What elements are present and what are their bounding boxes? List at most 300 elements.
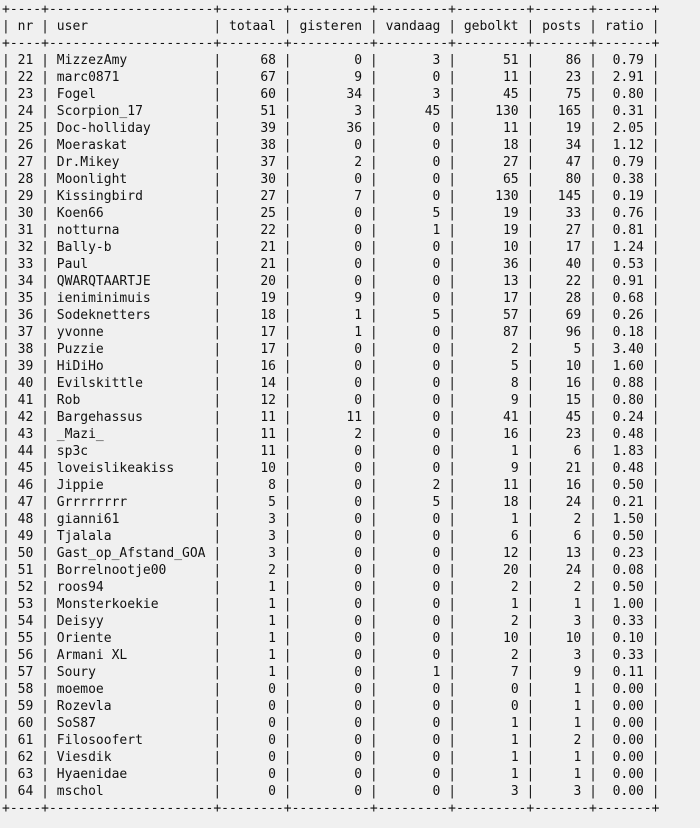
cell-gisteren: 2 (354, 155, 363, 170)
cell-totaal: 14 (260, 376, 276, 391)
cell-user: roos94 (56, 580, 104, 595)
cell-posts: 6 (573, 444, 582, 459)
cell-gisteren: 0 (354, 393, 363, 408)
cell-nr: 52 (17, 580, 34, 595)
cell-user: Bally-b (56, 240, 112, 255)
table-row: | 56 | Armani XL | 1 | 0 | 0 | 2 | 3 | 0.33 | (2, 648, 660, 663)
cell-posts: 86 (565, 53, 582, 68)
cell-posts: 27 (565, 223, 582, 238)
table-row: | 47 | Grrrrrrrr | 5 | 0 | 5 | 18 | 24 | 0.21 | (2, 495, 660, 510)
cell-totaal: 1 (268, 648, 276, 663)
cell-gisteren: 0 (354, 138, 363, 153)
cell-nr: 45 (17, 461, 34, 476)
cell-totaal: 16 (260, 359, 276, 374)
cell-nr: 43 (17, 427, 34, 442)
table-row: | 49 | Tjalala | 3 | 0 | 0 | 6 | 6 | 0.50 | (2, 529, 660, 544)
cell-vandaag: 0 (432, 529, 441, 544)
cell-nr: 30 (17, 206, 34, 221)
cell-vandaag: 0 (432, 597, 441, 612)
cell-user: Doc-holliday (56, 121, 151, 136)
cell-gebolkt: 11 (502, 478, 519, 493)
cell-totaal: 1 (268, 580, 276, 595)
cell-posts: 19 (565, 121, 582, 136)
cell-nr: 34 (17, 274, 34, 289)
cell-vandaag: 0 (432, 155, 441, 170)
cell-nr: 36 (17, 308, 34, 323)
cell-totaal: 5 (268, 495, 276, 510)
cell-user: Bargehassus (56, 410, 143, 425)
cell-user: Paul (56, 257, 89, 272)
cell-ratio: 0.50 (612, 478, 644, 493)
cell-nr: 31 (17, 223, 34, 238)
cell-gisteren: 0 (354, 699, 363, 714)
table-row: | 48 | gianni61 | 3 | 0 | 0 | 1 | 2 | 1.50 | (2, 512, 660, 527)
cell-totaal: 10 (260, 461, 276, 476)
cell-user: sp3c (56, 444, 89, 459)
cell-gebolkt: 51 (502, 53, 519, 68)
cell-nr: 21 (17, 53, 34, 68)
cell-vandaag: 0 (432, 682, 441, 697)
cell-user: Moonlight (56, 172, 128, 187)
column-header-ratio: ratio (604, 19, 644, 34)
cell-nr: 51 (17, 563, 34, 578)
cell-gebolkt: 1 (510, 750, 519, 765)
cell-user: Hyaenidae (56, 767, 128, 782)
cell-user: Rob (56, 393, 81, 408)
table-row: | 52 | roos94 | 1 | 0 | 0 | 2 | 2 | 0.50 | (2, 580, 660, 595)
cell-gisteren: 0 (354, 461, 363, 476)
cell-ratio: 0.80 (612, 87, 644, 102)
cell-user: Sodeknetters (56, 308, 151, 323)
table-row: | 26 | Moeraskat | 38 | 0 | 0 | 18 | 34 | 1.12 | (2, 138, 660, 153)
cell-posts: 1 (573, 682, 582, 697)
cell-totaal: 0 (268, 733, 276, 748)
cell-totaal: 12 (260, 393, 276, 408)
cell-totaal: 3 (268, 529, 276, 544)
cell-vandaag: 0 (432, 257, 441, 272)
cell-vandaag: 0 (432, 512, 441, 527)
cell-posts: 165 (557, 104, 582, 119)
column-header-vandaag: vandaag (385, 19, 441, 34)
cell-posts: 3 (573, 784, 582, 799)
cell-gebolkt: 1 (510, 444, 519, 459)
cell-totaal: 3 (268, 546, 276, 561)
cell-totaal: 0 (268, 716, 276, 731)
cell-totaal: 0 (268, 699, 276, 714)
cell-ratio: 0.33 (612, 648, 644, 663)
table-row: | 63 | Hyaenidae | 0 | 0 | 0 | 1 | 1 | 0.00 | (2, 767, 660, 782)
cell-ratio: 0.19 (612, 189, 644, 204)
cell-user: marc0871 (56, 70, 120, 85)
cell-user: Filosoofert (56, 733, 143, 748)
cell-ratio: 0.68 (612, 291, 644, 306)
cell-gisteren: 0 (354, 529, 363, 544)
table-border-top: +----+---------------------+--------+----------+---------+---------+-------+-------+ (2, 2, 660, 17)
table-row: | 35 | ieniminimuis | 19 | 9 | 0 | 17 | 28 | 0.68 | (2, 291, 660, 306)
cell-user: Soury (56, 665, 96, 680)
cell-user: ieniminimuis (56, 291, 151, 306)
cell-gebolkt: 8 (510, 376, 519, 391)
cell-user: Evilskittle (56, 376, 143, 391)
cell-posts: 1 (573, 750, 582, 765)
table-row: | 36 | Sodeknetters | 18 | 1 | 5 | 57 | 69 | 0.26 | (2, 308, 660, 323)
table-row: | 43 | _Mazi_ | 11 | 2 | 0 | 16 | 23 | 0.48 | (2, 427, 660, 442)
cell-gisteren: 0 (354, 512, 363, 527)
cell-gisteren: 1 (354, 325, 363, 340)
cell-totaal: 1 (268, 597, 276, 612)
cell-gisteren: 9 (354, 70, 363, 85)
cell-gisteren: 1 (354, 308, 363, 323)
cell-ratio: 0.53 (612, 257, 644, 272)
cell-vandaag: 0 (432, 274, 441, 289)
cell-user: Tjalala (56, 529, 112, 544)
cell-gebolkt: 11 (502, 70, 519, 85)
cell-ratio: 2.91 (612, 70, 644, 85)
cell-nr: 37 (17, 325, 34, 340)
cell-user: QWARQTAARTJE (56, 274, 151, 289)
cell-user: Dr.Mikey (56, 155, 120, 170)
cell-vandaag: 0 (432, 699, 441, 714)
cell-nr: 61 (17, 733, 34, 748)
cell-gisteren: 11 (346, 410, 363, 425)
cell-posts: 24 (565, 495, 582, 510)
cell-ratio: 0.80 (612, 393, 644, 408)
cell-user: HiDiHo (56, 359, 104, 374)
cell-gisteren: 0 (354, 563, 363, 578)
cell-gisteren: 0 (354, 444, 363, 459)
cell-gisteren: 0 (354, 631, 363, 646)
cell-user: Kissingbird (56, 189, 143, 204)
cell-user: SoS87 (56, 716, 96, 731)
cell-gebolkt: 41 (502, 410, 519, 425)
column-header-gisteren: gisteren (299, 19, 363, 34)
cell-gebolkt: 2 (510, 580, 519, 595)
cell-gisteren: 7 (354, 189, 363, 204)
cell-gisteren: 3 (354, 104, 363, 119)
cell-vandaag: 5 (432, 308, 441, 323)
cell-vandaag: 0 (432, 461, 441, 476)
cell-user: Puzzie (56, 342, 104, 357)
table-row: | 41 | Rob | 12 | 0 | 0 | 9 | 15 | 0.80 | (2, 393, 660, 408)
cell-nr: 28 (17, 172, 34, 187)
cell-ratio: 1.00 (612, 597, 644, 612)
table-row: | 24 | Scorpion_17 | 51 | 3 | 45 | 130 | 165 | 0.31 | (2, 104, 660, 119)
cell-ratio: 0.31 (612, 104, 644, 119)
cell-nr: 24 (17, 104, 34, 119)
cell-gebolkt: 3 (510, 784, 519, 799)
cell-gisteren: 0 (354, 206, 363, 221)
cell-ratio: 0.00 (612, 784, 644, 799)
cell-vandaag: 0 (432, 444, 441, 459)
cell-vandaag: 0 (432, 291, 441, 306)
cell-user: Scorpion_17 (56, 104, 143, 119)
cell-gisteren: 0 (354, 546, 363, 561)
cell-user: Armani XL (56, 648, 128, 663)
table-row: | 53 | Monsterkoekie | 1 | 0 | 0 | 1 | 1 | 1.00 | (2, 597, 660, 612)
table-row: | 51 | Borrelnootje00 | 2 | 0 | 0 | 20 | 24 | 0.08 | (2, 563, 660, 578)
cell-posts: 45 (565, 410, 582, 425)
cell-vandaag: 0 (432, 580, 441, 595)
cell-nr: 48 (17, 512, 34, 527)
cell-nr: 42 (17, 410, 34, 425)
cell-posts: 33 (565, 206, 582, 221)
cell-gisteren: 0 (354, 648, 363, 663)
cell-user: Viesdik (56, 750, 112, 765)
cell-vandaag: 1 (432, 665, 441, 680)
cell-vandaag: 0 (432, 716, 441, 731)
cell-gebolkt: 2 (510, 342, 519, 357)
cell-posts: 10 (565, 359, 582, 374)
cell-gisteren: 0 (354, 342, 363, 357)
cell-vandaag: 0 (432, 359, 441, 374)
cell-ratio: 0.00 (612, 750, 644, 765)
cell-gisteren: 9 (354, 291, 363, 306)
cell-totaal: 8 (268, 478, 276, 493)
column-header-gebolkt: gebolkt (463, 19, 519, 34)
cell-ratio: 0.88 (612, 376, 644, 391)
cell-gebolkt: 2 (510, 614, 519, 629)
cell-gebolkt: 87 (502, 325, 519, 340)
cell-user: Koen66 (56, 206, 104, 221)
cell-totaal: 11 (260, 444, 276, 459)
cell-nr: 25 (17, 121, 34, 136)
cell-nr: 62 (17, 750, 34, 765)
table-row: | 25 | Doc-holliday | 39 | 36 | 0 | 11 | 19 | 2.05 | (2, 121, 660, 136)
cell-vandaag: 0 (432, 342, 441, 357)
table-row: | 28 | Moonlight | 30 | 0 | 0 | 65 | 80 | 0.38 | (2, 172, 660, 187)
cell-nr: 55 (17, 631, 34, 646)
cell-posts: 13 (565, 546, 582, 561)
cell-ratio: 0.00 (612, 699, 644, 714)
cell-totaal: 0 (268, 784, 276, 799)
cell-totaal: 1 (268, 614, 276, 629)
cell-gebolkt: 18 (502, 138, 519, 153)
table-row: | 54 | Deisyy | 1 | 0 | 0 | 2 | 3 | 0.33 | (2, 614, 660, 629)
cell-vandaag: 0 (432, 614, 441, 629)
cell-vandaag: 0 (432, 784, 441, 799)
cell-nr: 35 (17, 291, 34, 306)
cell-ratio: 0.10 (612, 631, 644, 646)
table-row: | 27 | Dr.Mikey | 37 | 2 | 0 | 27 | 47 | 0.79 | (2, 155, 660, 170)
cell-gisteren: 0 (354, 597, 363, 612)
cell-ratio: 0.50 (612, 529, 644, 544)
cell-gebolkt: 1 (510, 767, 519, 782)
cell-posts: 6 (573, 529, 582, 544)
cell-totaal: 51 (260, 104, 276, 119)
cell-posts: 40 (565, 257, 582, 272)
table-row: | 34 | QWARQTAARTJE | 20 | 0 | 0 | 13 | 22 | 0.91 | (2, 274, 660, 289)
cell-vandaag: 0 (432, 121, 441, 136)
cell-user: notturna (56, 223, 120, 238)
cell-gebolkt: 9 (510, 393, 519, 408)
table-row: | 31 | notturna | 22 | 0 | 1 | 19 | 27 | 0.81 | (2, 223, 660, 238)
cell-posts: 34 (565, 138, 582, 153)
cell-gebolkt: 7 (510, 665, 519, 680)
cell-totaal: 0 (268, 750, 276, 765)
cell-posts: 47 (565, 155, 582, 170)
cell-vandaag: 0 (432, 427, 441, 442)
cell-gisteren: 2 (354, 427, 363, 442)
cell-totaal: 17 (260, 325, 276, 340)
cell-ratio: 0.00 (612, 767, 644, 782)
ascii-stats-table (0, 1, 700, 817)
cell-posts: 69 (565, 308, 582, 323)
cell-gebolkt: 13 (502, 274, 519, 289)
cell-nr: 33 (17, 257, 34, 272)
cell-vandaag: 0 (432, 325, 441, 340)
cell-nr: 23 (17, 87, 34, 102)
cell-gebolkt: 12 (502, 546, 519, 561)
cell-vandaag: 0 (432, 733, 441, 748)
cell-posts: 145 (557, 189, 582, 204)
cell-gebolkt: 45 (502, 87, 519, 102)
cell-posts: 96 (565, 325, 582, 340)
cell-ratio: 0.48 (612, 461, 644, 476)
column-header-totaal: totaal (229, 19, 276, 34)
cell-user: mschol (56, 784, 104, 799)
table-row: | 42 | Bargehassus | 11 | 11 | 0 | 41 | 45 | 0.24 | (2, 410, 660, 425)
cell-ratio: 0.26 (612, 308, 644, 323)
cell-nr: 50 (17, 546, 34, 561)
table-row: | 22 | marc0871 | 67 | 9 | 0 | 11 | 23 | 2.91 | (2, 70, 660, 85)
table-row: | 60 | SoS87 | 0 | 0 | 0 | 1 | 1 | 0.00 | (2, 716, 660, 731)
cell-gebolkt: 57 (502, 308, 519, 323)
cell-vandaag: 2 (432, 478, 441, 493)
cell-gisteren: 0 (354, 767, 363, 782)
cell-ratio: 0.38 (612, 172, 644, 187)
cell-gisteren: 0 (354, 716, 363, 731)
cell-vandaag: 0 (432, 648, 441, 663)
cell-ratio: 0.79 (612, 53, 644, 68)
cell-nr: 39 (17, 359, 34, 374)
table-row: | 59 | Rozevla | 0 | 0 | 0 | 0 | 1 | 0.00 | (2, 699, 660, 714)
table-row: | 50 | Gast_op_Afstand_GOA | 3 | 0 | 0 | 12 | 13 | 0.23 | (2, 546, 660, 561)
cell-gisteren: 0 (354, 614, 363, 629)
cell-nr: 22 (17, 70, 34, 85)
cell-gebolkt: 130 (495, 189, 519, 204)
cell-vandaag: 3 (432, 87, 441, 102)
cell-nr: 40 (17, 376, 34, 391)
cell-totaal: 0 (268, 682, 276, 697)
cell-user: Jippie (56, 478, 104, 493)
cell-gebolkt: 19 (502, 223, 519, 238)
cell-vandaag: 0 (432, 546, 441, 561)
cell-user: yvonne (56, 325, 104, 340)
cell-user: Monsterkoekie (56, 597, 159, 612)
cell-gebolkt: 130 (495, 104, 519, 119)
cell-posts: 22 (565, 274, 582, 289)
cell-totaal: 25 (260, 206, 276, 221)
cell-totaal: 2 (268, 563, 276, 578)
cell-gisteren: 0 (354, 750, 363, 765)
cell-vandaag: 1 (432, 223, 441, 238)
cell-gebolkt: 0 (510, 699, 519, 714)
cell-totaal: 68 (260, 53, 276, 68)
cell-ratio: 0.48 (612, 427, 644, 442)
cell-posts: 3 (573, 614, 582, 629)
cell-posts: 15 (565, 393, 582, 408)
cell-vandaag: 0 (432, 563, 441, 578)
table-row: | 55 | Oriente | 1 | 0 | 0 | 10 | 10 | 0.10 | (2, 631, 660, 646)
cell-vandaag: 0 (432, 138, 441, 153)
cell-nr: 26 (17, 138, 34, 153)
cell-gebolkt: 9 (510, 461, 519, 476)
table-row: | 38 | Puzzie | 17 | 0 | 0 | 2 | 5 | 3.40 | (2, 342, 660, 357)
cell-totaal: 19 (260, 291, 276, 306)
cell-ratio: 2.05 (612, 121, 644, 136)
cell-gebolkt: 36 (502, 257, 519, 272)
cell-gisteren: 0 (354, 733, 363, 748)
table-row: | 46 | Jippie | 8 | 0 | 2 | 11 | 16 | 0.50 | (2, 478, 660, 493)
table-row: | 32 | Bally-b | 21 | 0 | 0 | 10 | 17 | 1.24 | (2, 240, 660, 255)
cell-posts: 23 (565, 70, 582, 85)
cell-gebolkt: 1 (510, 733, 519, 748)
cell-totaal: 18 (260, 308, 276, 323)
cell-vandaag: 0 (432, 750, 441, 765)
cell-gisteren: 0 (354, 376, 363, 391)
cell-ratio: 0.00 (612, 716, 644, 731)
cell-gebolkt: 5 (510, 359, 519, 374)
cell-gisteren: 0 (354, 240, 363, 255)
table-row: | 61 | Filosoofert | 0 | 0 | 0 | 1 | 2 | 0.00 | (2, 733, 660, 748)
cell-nr: 46 (17, 478, 34, 493)
cell-ratio: 1.83 (612, 444, 644, 459)
cell-nr: 41 (17, 393, 34, 408)
cell-ratio: 0.24 (612, 410, 644, 425)
cell-nr: 58 (17, 682, 34, 697)
cell-ratio: 0.11 (612, 665, 644, 680)
cell-nr: 57 (17, 665, 34, 680)
cell-posts: 9 (573, 665, 582, 680)
cell-user: gianni61 (56, 512, 120, 527)
cell-ratio: 0.81 (612, 223, 644, 238)
table-row: | 40 | Evilskittle | 14 | 0 | 0 | 8 | 16 | 0.88 | (2, 376, 660, 391)
cell-nr: 44 (17, 444, 34, 459)
cell-totaal: 38 (260, 138, 276, 153)
cell-posts: 1 (573, 597, 582, 612)
cell-gisteren: 34 (346, 87, 363, 102)
cell-vandaag: 45 (424, 104, 441, 119)
cell-user: Gast_op_Afstand_GOA (56, 546, 206, 561)
cell-ratio: 0.50 (612, 580, 644, 595)
column-header-nr: nr (17, 19, 34, 34)
cell-gebolkt: 2 (510, 648, 519, 663)
table-row: | 57 | Soury | 1 | 0 | 1 | 7 | 9 | 0.11 | (2, 665, 660, 680)
cell-totaal: 1 (268, 665, 276, 680)
cell-gebolkt: 10 (502, 240, 519, 255)
cell-gebolkt: 16 (502, 427, 519, 442)
cell-ratio: 0.23 (612, 546, 644, 561)
cell-gebolkt: 27 (502, 155, 519, 170)
cell-nr: 38 (17, 342, 34, 357)
cell-gisteren: 0 (354, 172, 363, 187)
cell-posts: 28 (565, 291, 582, 306)
cell-gebolkt: 0 (510, 682, 519, 697)
cell-posts: 24 (565, 563, 582, 578)
cell-gisteren: 0 (354, 495, 363, 510)
cell-totaal: 21 (260, 257, 276, 272)
cell-vandaag: 5 (432, 206, 441, 221)
cell-totaal: 11 (260, 427, 276, 442)
cell-ratio: 1.50 (612, 512, 644, 527)
cell-totaal: 39 (260, 121, 276, 136)
cell-ratio: 0.79 (612, 155, 644, 170)
cell-nr: 47 (17, 495, 34, 510)
cell-totaal: 60 (260, 87, 276, 102)
cell-totaal: 22 (260, 223, 276, 238)
cell-totaal: 67 (260, 70, 276, 85)
cell-totaal: 37 (260, 155, 276, 170)
